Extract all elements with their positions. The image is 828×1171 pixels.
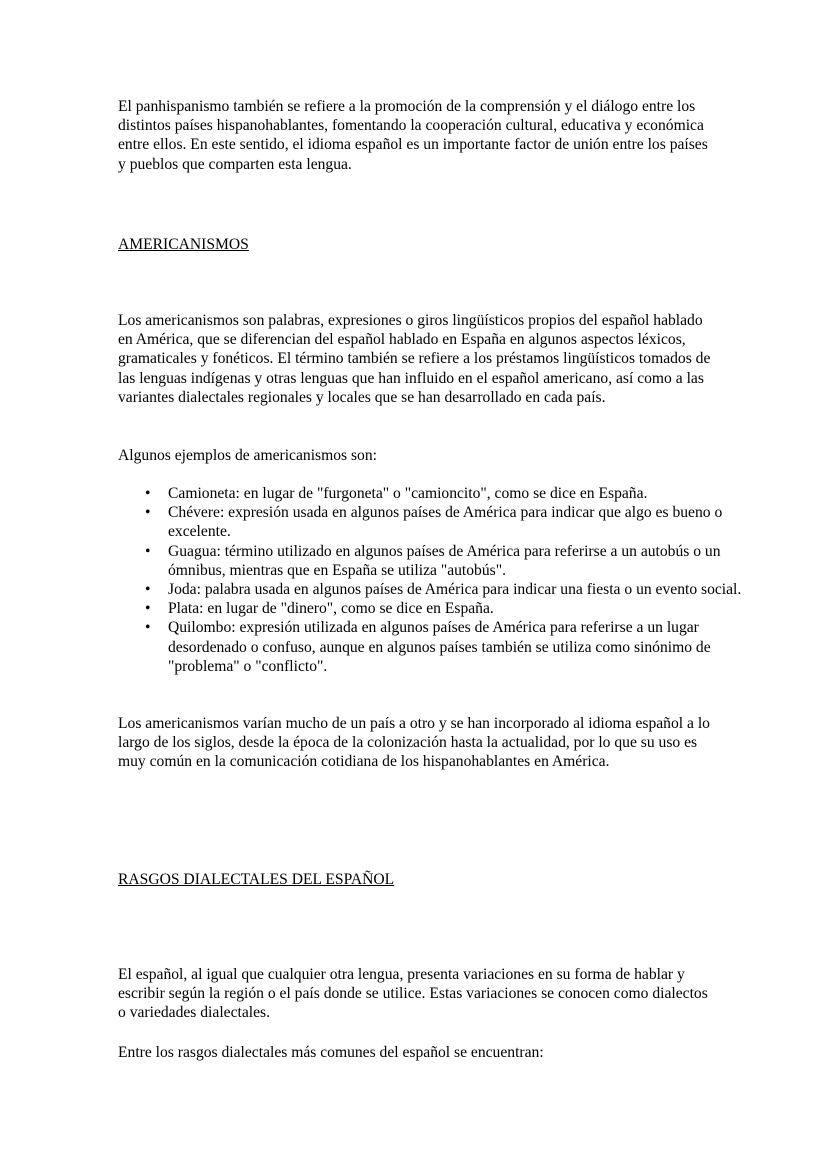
- rasgos-paragraph: El español, al igual que cualquier otra lengua, presenta variaciones en su forma de hablar y escribir según la región o el país donde se utilice. Estas variaciones se conocen como dialectos o variedades dialectales.: [118, 966, 708, 1022]
- americanismos-paragraph: Los americanismos son palabras, expresiones o giros lingüísticos propios del español hablado en América, que se diferencian del español hablado en España en algunos aspectos léxicos, gramaticales y fonéticos. El término también se refiere a los préstamos lingüísticos tomados de las lenguas indígenas y otras lenguas que han influido en el español americano, así como a las variantes dialectales regionales y locales que se han desarrollado en cada país.: [118, 312, 711, 406]
- list-item: • Joda: palabra usada en algunos países de América para indicar una fiesta o un evento social.: [168, 580, 768, 599]
- list-item: • Camioneta: en lugar de "furgoneta" o "camioncito", como se dice en España.: [168, 484, 768, 503]
- rasgos-heading: RASGOS DIALECTALES DEL ESPAÑOL: [118, 871, 395, 888]
- list-item: • Quilombo: expresión utilizada en algunos países de América para referirse a un lugar desordenado o confuso, aunque en algunos países también se utiliza como sinónimo de "problema" o "conflicto".: [168, 618, 768, 676]
- list-item: • Guagua: término utilizado en algunos países de América para referirse a un autobús o un ómnibus, mientras que en España se utiliza "autobús".: [168, 542, 768, 580]
- intro-paragraph: El panhispanismo también se refiere a la promoción de la comprensión y el diálogo entre los distintos países hispanohablantes, fomentando la cooperación cultural, educativa y económica entre ellos. En este sentido, el idioma español es un importante factor de unión entre los países y pueblos que comparten esta lengua.: [118, 98, 708, 173]
- examples-intro: Algunos ejemplos de americanismos son:: [118, 447, 377, 464]
- list-item: • Chévere: expresión usada en algunos países de América para indicar que algo es bueno o excelente.: [168, 503, 768, 541]
- americanismos-heading: AMERICANISMOS: [118, 236, 249, 253]
- rasgos-intro: Entre los rasgos dialectales más comunes del español se encuentran:: [118, 1044, 544, 1061]
- list-item: • Plata: en lugar de "dinero", como se dice en España.: [168, 599, 768, 618]
- examples-list: [118, 484, 768, 676]
- americanismos-closing: Los americanismos varían mucho de un país a otro y se han incorporado al idioma español a lo largo de los siglos, desde la época de la colonización hasta la actualidad, por lo que su uso es muy común en la comunicación cotidiana de los hispanohablantes en América.: [118, 715, 710, 771]
